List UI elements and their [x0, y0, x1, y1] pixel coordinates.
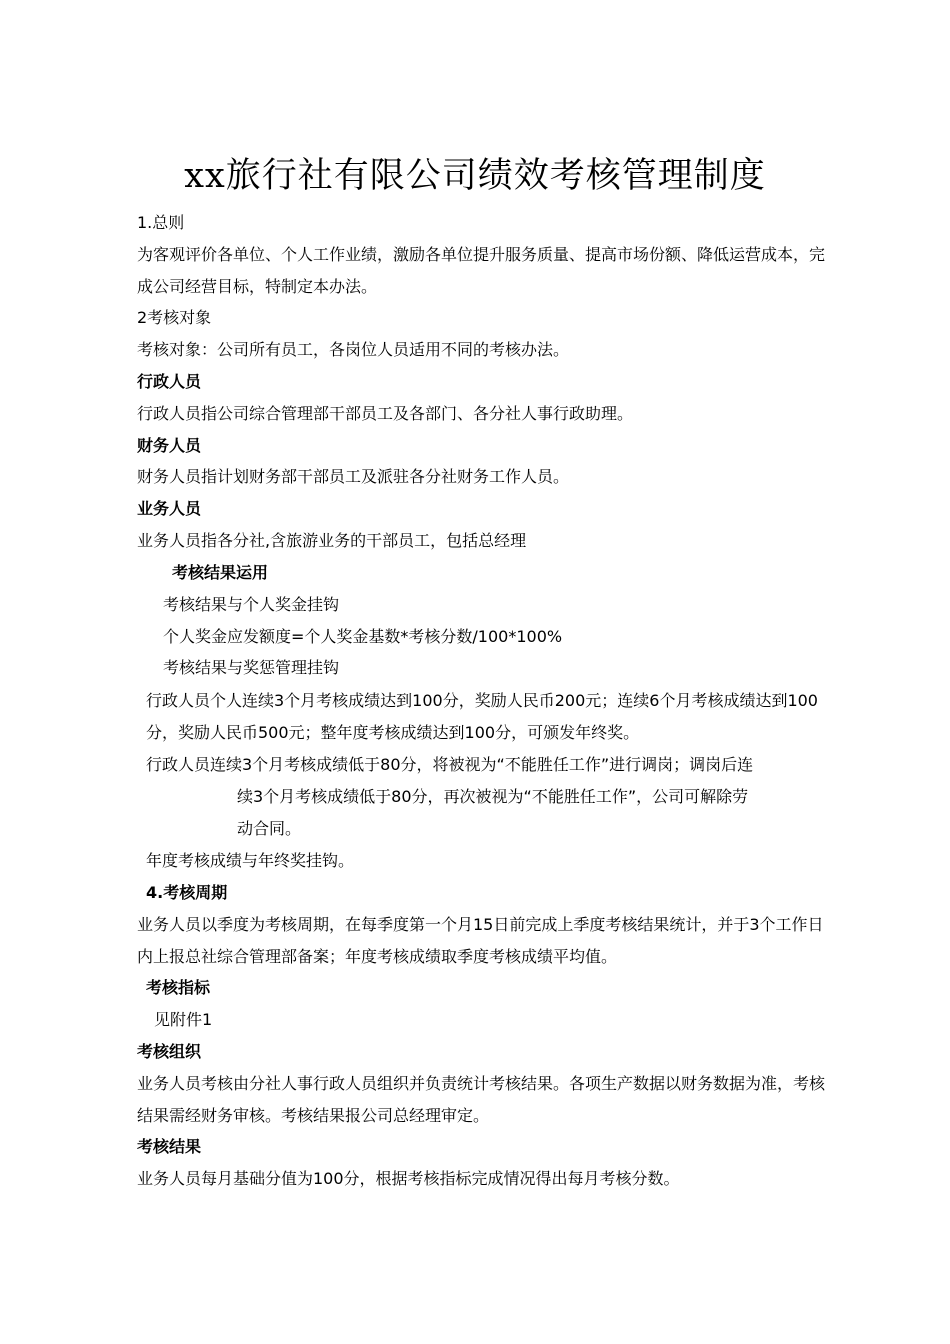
item-reward-penalty-link: 考核结果与奖惩管理挂钩 [163, 658, 340, 677]
subheading-admin-staff: 行政人员 [137, 372, 202, 391]
paragraph-cycle: 业务人员以季度为考核周期，在每季度第一个月15日前完成上季度考核结果统计，并于3个工作日内上报总社综合管理部备案；年度考核成绩取季度考核成绩平均值。 [137, 915, 824, 966]
paragraph-indicators: 见附件1 [154, 1010, 213, 1029]
bonus-formula: 个人奖金应发额度=个人奖金基数*考核分数/100*100% [163, 627, 563, 646]
item-bonus-link: 考核结果与个人奖金挂钩 [163, 595, 340, 614]
penalty-rule-line-1: 行政人员连续3个月考核成绩低于80分，将被视为“不能胜任工作”进行调岗；调岗后连 [146, 755, 754, 774]
section-heading-cycle: 4.考核周期 [146, 883, 228, 902]
document-title: xx旅行社有限公司绩效考核管理制度 [184, 156, 766, 196]
paragraph-finance-staff: 财务人员指计划财务部干部员工及派驻各分社财务工作人员。 [137, 467, 570, 486]
paragraph-general: 为客观评价各单位、个人工作业绩，激励各单位提升服务质量、提高市场份额、降低运营成本，完成公司经营目标，特制定本办法。 [137, 245, 826, 296]
annual-bonus-link: 年度考核成绩与年终奖挂钩。 [146, 851, 355, 870]
section-heading-subjects: 2考核对象 [137, 308, 212, 327]
penalty-rule-line-3: 动合同。 [237, 819, 302, 838]
paragraph-reward-rules: 行政人员个人连续3个月考核成绩达到100分，奖励人民币200元；连续6个月考核成绩达到100分，奖励人民币500元；整年度考核成绩达到100分，可颁发年终奖。 [146, 691, 818, 742]
subheading-finance-staff: 财务人员 [137, 436, 202, 455]
paragraph-results: 业务人员每月基础分值为100分，根据考核指标完成情况得出每月考核分数。 [137, 1169, 680, 1188]
paragraph-business-staff: 业务人员指各分社,含旅游业务的干部员工，包括总经理 [137, 531, 527, 550]
section-heading-organization: 考核组织 [137, 1042, 202, 1061]
section-heading-general: 1.总则 [137, 213, 185, 232]
paragraph-admin-staff: 行政人员指公司综合管理部干部员工及各部门、各分社人事行政助理。 [137, 404, 634, 423]
section-heading-results-usage: 考核结果运用 [172, 563, 269, 582]
penalty-rule-line-2: 续3个月考核成绩低于80分，再次被视为“不能胜任工作”，公司可解除劳 [237, 787, 749, 806]
section-heading-indicators: 考核指标 [146, 978, 211, 997]
paragraph-subjects: 考核对象：公司所有员工，各岗位人员适用不同的考核办法。 [137, 340, 570, 359]
subheading-business-staff: 业务人员 [137, 499, 202, 518]
section-heading-results: 考核结果 [137, 1137, 202, 1156]
paragraph-organization: 业务人员考核由分社人事行政人员组织并负责统计考核结果。各项生产数据以财务数据为准，考核结果需经财务审核。考核结果报公司总经理审定。 [137, 1074, 826, 1125]
